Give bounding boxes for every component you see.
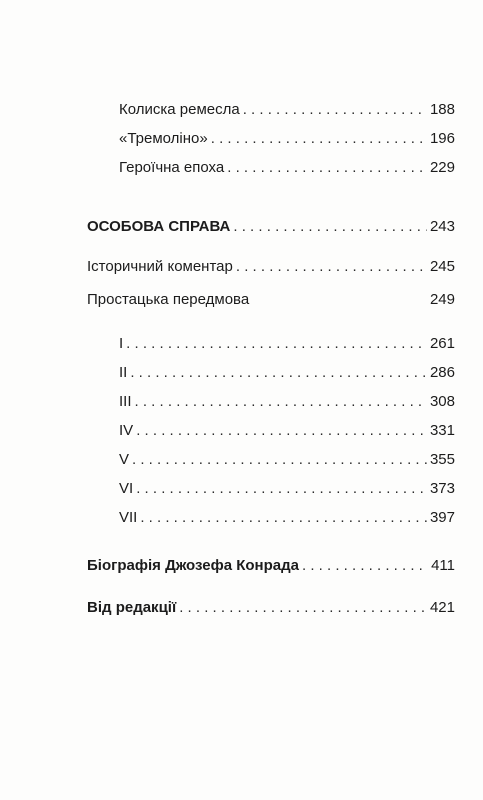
toc-entry-page: 245 (429, 258, 455, 275)
toc-entry-title: Історичний коментар (87, 258, 233, 275)
toc-entry (119, 129, 455, 149)
toc-entry-page: 249 (429, 291, 455, 308)
toc-entry (119, 158, 455, 178)
toc-entry-title: Героїчна епоха (119, 159, 225, 176)
dot-leader (243, 100, 427, 120)
toc-section-heading (87, 598, 455, 618)
toc-entry-page: 229 (429, 159, 455, 176)
toc-entry-title: Колиска ремесла (119, 101, 240, 118)
toc-entry-page: 355 (429, 451, 455, 468)
toc-entry (119, 363, 455, 383)
dot-leader (140, 508, 427, 528)
dot-leader (302, 556, 428, 576)
dot-leader (179, 598, 427, 618)
toc-entry-title: VI (119, 480, 134, 497)
toc-entry-title: Від редакції (87, 599, 177, 616)
dot-leader (135, 392, 427, 412)
toc-entry (119, 392, 455, 412)
dot-leader (126, 334, 427, 354)
toc-entry-title: Біографія Джозефа Конрада (87, 557, 299, 574)
dot-leader (211, 129, 427, 149)
toc-entry-title: III (119, 393, 132, 410)
toc-entry-page: 373 (429, 480, 455, 497)
toc-entry-title: I (119, 335, 124, 352)
toc-entry (119, 421, 455, 441)
dot-leader (136, 479, 427, 499)
dot-leader (233, 217, 427, 237)
toc-section-heading (87, 556, 455, 576)
toc-section-heading (87, 217, 455, 237)
dot-leader (130, 363, 427, 383)
toc-entry (119, 479, 455, 499)
toc-entry (119, 508, 455, 528)
toc-entry-page: 243 (429, 218, 455, 235)
dot-leader (136, 421, 427, 441)
toc-entry-page: 196 (429, 130, 455, 147)
dot-leader (132, 450, 427, 470)
toc-entry (87, 257, 455, 277)
toc-entry-page: 286 (429, 364, 455, 381)
toc-entry-title: ОСОБОВА СПРАВА (87, 218, 231, 235)
toc-entry (87, 290, 455, 310)
toc-entry-title: «Тремоліно» (119, 130, 208, 147)
toc-entry-title: IV (119, 422, 134, 439)
toc-entry-page: 421 (429, 599, 455, 616)
toc-entry (119, 334, 455, 354)
toc-entry-title: II (119, 364, 128, 381)
toc-entry-title: V (119, 451, 130, 468)
toc-entry-page: 308 (429, 393, 455, 410)
dot-leader (236, 257, 427, 277)
toc-entry-page: 188 (429, 101, 455, 118)
toc-entry-page: 331 (429, 422, 455, 439)
toc-entry (119, 450, 455, 470)
toc-entry-page: 397 (429, 509, 455, 526)
toc-entry-title: VII (119, 509, 138, 526)
dot-leader (227, 158, 427, 178)
toc-entry-title: Простацька передмова (87, 291, 250, 308)
toc-entry-page: 411 (431, 557, 455, 574)
toc-entry-page: 261 (429, 335, 455, 352)
toc-entry (119, 100, 455, 120)
